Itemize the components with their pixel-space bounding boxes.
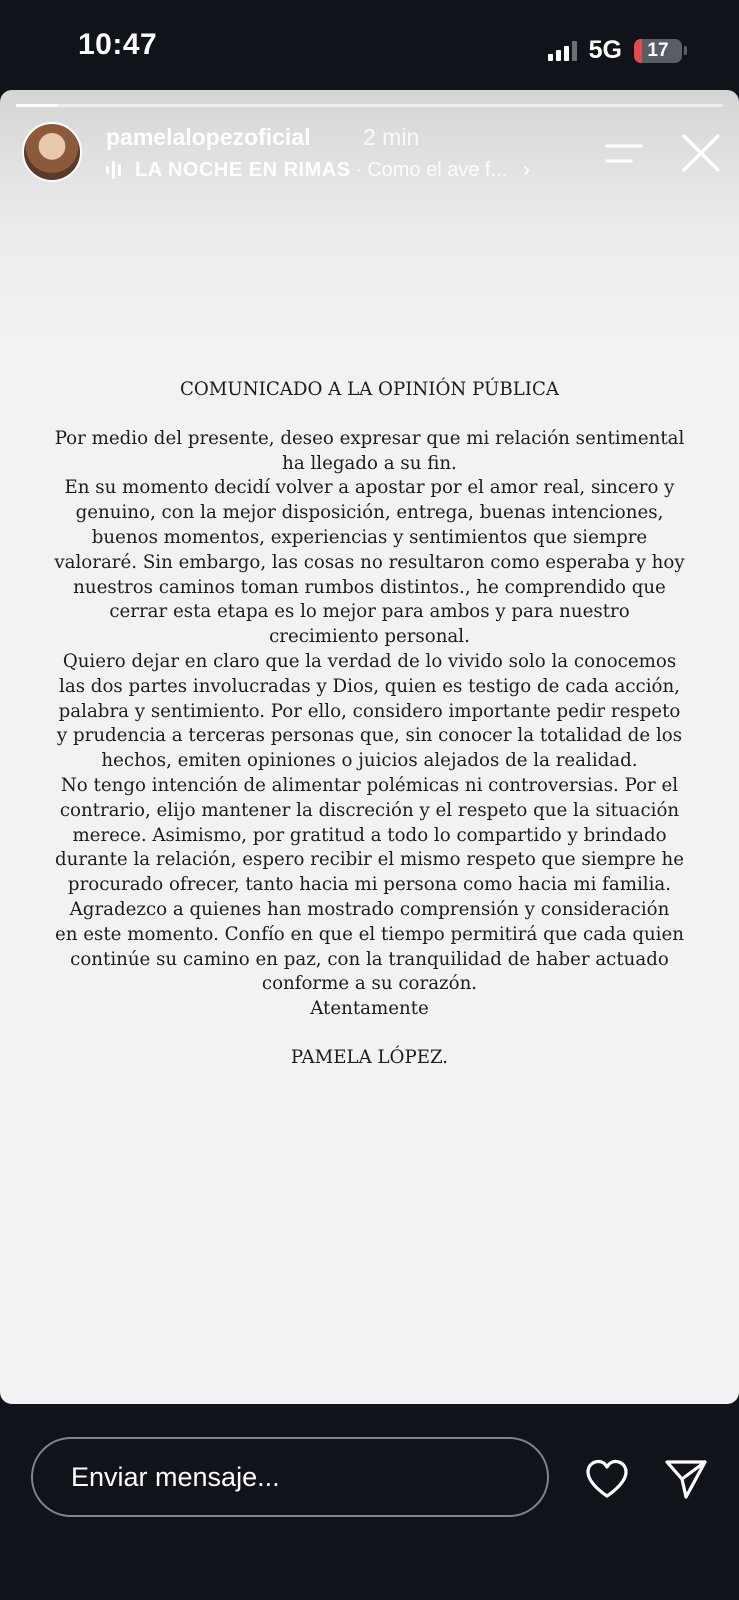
statement-line: merece. Asimismo, por gratitud a todo lo compartido y brindado [72, 824, 667, 846]
status-indicators [548, 36, 687, 65]
music-bars-icon [106, 161, 121, 179]
network-type: 5G [588, 36, 622, 64]
status-bar [0, 0, 739, 92]
statement-line: En su momento decidí volver a apostar por el amor real, sincero y [64, 477, 675, 499]
status-time: 10:47 [78, 28, 158, 61]
battery-icon [634, 39, 687, 63]
statement-line: contrario, elijo mantener la discreción y el respeto que la situación [59, 799, 680, 821]
music-separator: · [355, 158, 363, 181]
battery-level: 17 [647, 39, 669, 61]
statement-line: conforme a su corazón. [261, 973, 478, 995]
statement-text [50, 378, 689, 1071]
statement-signature: PAMELA LÓPEZ. [290, 1046, 449, 1068]
statement-line: valoraré. Sin embargo, las cosas no resultaron como esperaba y hoy [54, 551, 685, 573]
statement-line: genuino, con la mejor disposición, entrega, buenas intenciones, [75, 502, 664, 524]
statement-line: en este momento. Confío en que el tiempo permitirá que cada quien [55, 923, 684, 945]
statement-line: Atentamente [310, 998, 429, 1020]
statement-body [50, 427, 689, 1022]
statement-line: crecimiento personal. [269, 626, 470, 648]
close-icon[interactable] [678, 130, 724, 176]
music-title: LA NOCHE EN RIMAS [135, 158, 351, 181]
send-icon[interactable] [664, 1458, 708, 1500]
statement-line: las dos partes involucradas y Dios, quien es testigo de cada acción, [59, 675, 680, 697]
statement-line: y prudencia a terceras personas que, sin conocer la totalidad de los [56, 725, 683, 747]
story-progress-fill [16, 104, 58, 107]
statement-line: buenos momentos, experiencias y sentimientos que siempre [91, 526, 648, 548]
statement-line: nuestros caminos toman rumbos distintos., he comprendido que [73, 576, 666, 598]
story-music-attribution[interactable] [106, 156, 530, 184]
statement-line: cerrar esta etapa es lo mejor para ambos y para nuestro [109, 601, 630, 623]
statement-line: continúe su camino en paz, con la tranquilidad de haber actuado [70, 948, 669, 970]
chevron-right-icon: › [523, 158, 530, 181]
story-viewer[interactable] [0, 90, 739, 1404]
statement-line: Por medio del presente, deseo expresar que mi relación sentimental [54, 427, 685, 449]
story-progress-bar [16, 104, 723, 107]
story-username[interactable]: pamelalopezoficial [106, 124, 311, 150]
statement-line: ha llegado a su fin. [282, 452, 457, 474]
avatar[interactable] [22, 122, 82, 182]
music-song: Como el ave f... [367, 158, 508, 181]
statement-line: palabra y sentimiento. Por ello, considero importante pedir respeto [58, 700, 681, 722]
statement-line: hechos, emiten opiniones o juicios alejados de la realidad. [101, 750, 638, 772]
statement-line: durante la relación, espero recibir el mismo respeto que siempre he [55, 849, 684, 871]
heart-icon[interactable] [584, 1458, 630, 1500]
battery-fill [634, 39, 642, 63]
story-time-ago: 2 min [363, 124, 420, 150]
statement-line: procurado ofrecer, tanto hacia mi persona como hacia mi familia. [67, 874, 672, 896]
statement-heading: COMUNICADO A LA OPINIÓN PÚBLICA [179, 379, 560, 400]
statement-line: Quiero dejar en claro que la verdad de lo vivido solo la conocemos [62, 650, 677, 672]
statement-line: Agradezco a quienes han mostrado comprensión y consideración [69, 898, 670, 920]
statement-line: No tengo intención de alimentar polémicas ni controversias. Por el [60, 774, 679, 796]
menu-icon[interactable] [605, 142, 643, 166]
message-input[interactable] [31, 1437, 549, 1517]
cellular-signal-icon [548, 41, 577, 61]
